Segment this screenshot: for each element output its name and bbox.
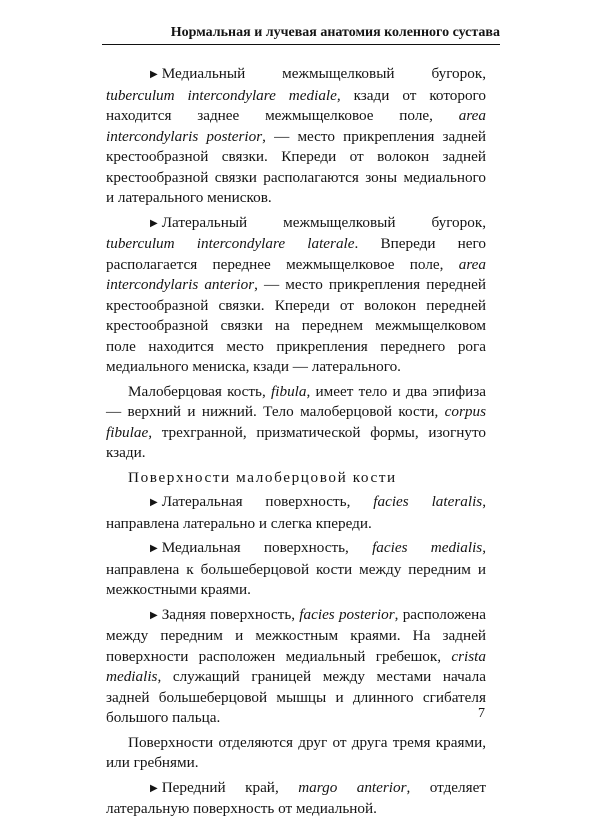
triangle-bullet-icon: ▶: [150, 217, 158, 229]
latin-term: crista medialis: [106, 647, 486, 685]
text-run: Медиальная поверхность,: [161, 539, 373, 556]
text-run: , кзади от которого находится заднее межмыщелковое поле,: [106, 86, 486, 124]
text-run: , имеет тело и два эпифиза — верхний и нижний. Тело малоберцовой кости,: [106, 382, 486, 420]
text-run: Поверхности малоберцовой кости: [128, 468, 397, 486]
text-run: , отделяет латеральную поверхность от медиальной.: [106, 778, 486, 817]
text-run: , — место прикрепления задней крестообразной связки. Кпереди от волокон задней крестообразной связки располагаются зоны медиального и латерального менисков.: [106, 127, 486, 206]
text-run: Поверхности отделяются друг от друга тремя краями, или гребнями.: [106, 733, 486, 771]
text-run: Передний край,: [161, 778, 299, 796]
paragraph: [106, 733, 486, 774]
text-run: , направлена к большеберцовой кости между передним и межкостными краями.: [106, 539, 486, 598]
text-run: Латеральная поверхность,: [161, 493, 374, 510]
latin-term: corpus fibulae: [106, 403, 486, 441]
text-run: , направлена латерально и слегка кпереди.: [106, 493, 486, 532]
text-run: , — место прикрепления передней крестообразной связки. Кпереди от волокон передней крестообразной связки на переднем межмыщелковом поле находится место прикрепления переднего рога медиального мениска, кзади — латерального.: [106, 276, 486, 375]
text-run: , трехгранной, призматической формы, изогнуто кзади.: [106, 423, 486, 461]
bullet-paragraph: [106, 492, 486, 534]
bullet-paragraph: [106, 64, 486, 209]
page-body: [106, 64, 486, 824]
running-header: Нормальная и лучевая анатомия коленного сустава: [102, 24, 500, 45]
triangle-bullet-icon: ▶: [150, 497, 158, 508]
latin-term: facies posterior: [299, 605, 395, 623]
latin-term: margo anterior: [298, 778, 407, 796]
text-run: Медиальный межмыщелковый бугорок,: [161, 65, 486, 82]
latin-term: tuberculum intercondylare laterale: [106, 235, 355, 252]
triangle-bullet-icon: ▶: [150, 69, 158, 80]
bullet-paragraph: [106, 213, 486, 378]
latin-term: fibula: [271, 382, 307, 400]
text-run: , служащий границей между местами начала задней большеберцовой мышцы и длинного сгибателя большого пальца.: [106, 668, 486, 726]
paragraph: [106, 382, 486, 464]
latin-term: facies lateralis: [373, 493, 483, 510]
section-subheading: [106, 468, 486, 489]
bullet-paragraph: [106, 538, 486, 601]
text-run: . Впереди него располагается переднее межмыщелковое поле,: [106, 235, 486, 273]
bullet-paragraph: [106, 778, 486, 820]
text-run: Латеральный межмыщелковый бугорок,: [161, 213, 486, 231]
triangle-bullet-icon: ▶: [150, 782, 158, 794]
triangle-bullet-icon: ▶: [150, 543, 158, 554]
text-run: , расположена между передним и межкостным краями. На задней поверхности расположен медиальный гребешок,: [106, 605, 487, 665]
triangle-bullet-icon: ▶: [150, 609, 158, 621]
text-run: Задняя поверхность,: [161, 605, 300, 623]
latin-term: tuberculum intercondylare mediale: [106, 86, 337, 104]
latin-term: area intercondylaris posterior: [106, 107, 486, 145]
latin-term: area intercondylaris anterior: [106, 255, 486, 293]
bullet-paragraph: [106, 605, 486, 729]
text-run: Малоберцовая кость,: [128, 382, 272, 400]
page-number: 7: [478, 706, 485, 721]
latin-term: facies medialis: [372, 539, 483, 556]
